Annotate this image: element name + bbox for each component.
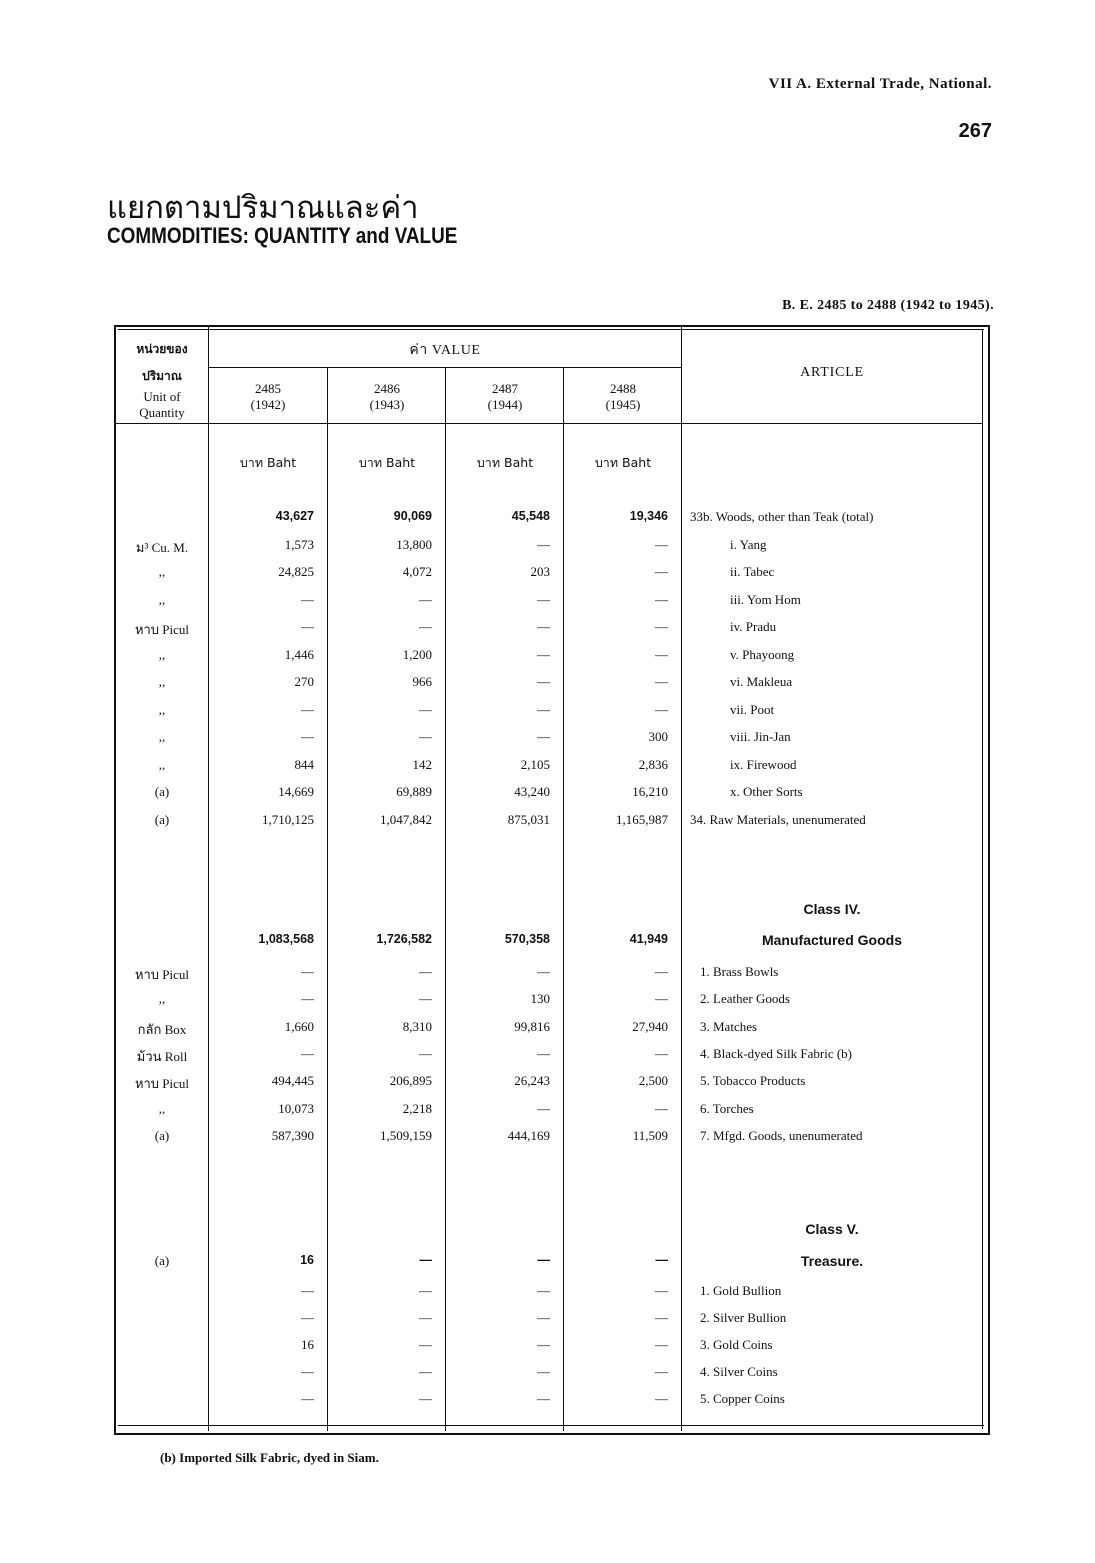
class-iv-heading: Class IV. bbox=[803, 901, 861, 917]
value-cell: — bbox=[301, 729, 314, 744]
value-cell: — bbox=[655, 1046, 668, 1061]
year-header-be: 2485 bbox=[255, 381, 281, 396]
value-cell: 2,105 bbox=[520, 757, 550, 772]
article-cell: 3. Gold Coins bbox=[700, 1337, 773, 1352]
value-cell: 19,346 bbox=[629, 509, 668, 523]
value-cell: 99,816 bbox=[514, 1019, 550, 1034]
value-cell: — bbox=[419, 1310, 432, 1325]
value-cell: — bbox=[537, 964, 550, 979]
unit-cell: ,, bbox=[158, 702, 166, 717]
article-cell: 2. Silver Bullion bbox=[700, 1310, 787, 1325]
value-cell: — bbox=[419, 619, 432, 634]
article-cell: i. Yang bbox=[730, 537, 767, 552]
value-cell: — bbox=[537, 647, 550, 662]
value-cell: — bbox=[301, 964, 314, 979]
value-cell: 26,243 bbox=[514, 1073, 550, 1088]
article-cell: 4. Silver Coins bbox=[700, 1364, 778, 1379]
value-cell: 41,949 bbox=[629, 932, 668, 946]
value-cell: 1,047,842 bbox=[380, 812, 432, 827]
header-bottom-rule bbox=[116, 423, 982, 424]
unit-header-en-2: Quantity bbox=[139, 405, 185, 420]
article-cell: 5. Tobacco Products bbox=[700, 1073, 806, 1088]
value-cell: 1,446 bbox=[284, 647, 314, 662]
value-cell: — bbox=[655, 619, 668, 634]
value-cell: 206,895 bbox=[389, 1073, 432, 1088]
value-cell: — bbox=[419, 1337, 432, 1352]
value-cell: — bbox=[537, 1283, 550, 1298]
value-cell: — bbox=[537, 537, 550, 552]
value-cell: 2,500 bbox=[638, 1073, 668, 1088]
value-cell: 1,710,125 bbox=[262, 812, 314, 827]
year-header-ce: (1942) bbox=[250, 397, 286, 412]
col-rule-unit bbox=[208, 327, 209, 1431]
value-cell: 16 bbox=[301, 1337, 314, 1352]
value-cell: 1,200 bbox=[402, 647, 432, 662]
value-cell: 270 bbox=[294, 674, 314, 689]
value-cell: 875,031 bbox=[507, 812, 550, 827]
value-cell: — bbox=[537, 1101, 550, 1116]
value-cell: — bbox=[537, 674, 550, 689]
unit-cell: กลัก Box bbox=[137, 1022, 187, 1037]
value-cell: — bbox=[655, 1101, 668, 1116]
unit-cell: ,, bbox=[158, 757, 166, 772]
value-cell: — bbox=[419, 729, 432, 744]
value-cell: 24,825 bbox=[278, 564, 314, 579]
value-cell: — bbox=[301, 1283, 314, 1298]
value-cell: — bbox=[655, 1337, 668, 1352]
article-cell: v. Phayoong bbox=[730, 647, 795, 662]
unit-header-thai-2: ปริมาณ bbox=[142, 369, 182, 383]
value-cell: 1,726,582 bbox=[376, 932, 432, 946]
value-cell: 27,940 bbox=[632, 1019, 668, 1034]
value-cell: — bbox=[537, 1046, 550, 1061]
article-cell: 34. Raw Materials, unenumerated bbox=[690, 812, 866, 827]
value-cell: 4,072 bbox=[402, 564, 432, 579]
footnote: (b) Imported Silk Fabric, dyed in Siam. bbox=[160, 1450, 379, 1465]
unit-cell: (a) bbox=[154, 812, 170, 827]
value-cell: 1,660 bbox=[284, 1019, 314, 1034]
value-cell: — bbox=[537, 1391, 550, 1406]
page-title-thai: แยกตามปริมาณและค่า bbox=[107, 190, 419, 226]
value-cell: — bbox=[655, 1391, 668, 1406]
value-cell: — bbox=[419, 1283, 432, 1298]
value-cell: — bbox=[419, 592, 432, 607]
value-cell: — bbox=[537, 702, 550, 717]
value-cell: — bbox=[419, 991, 432, 1006]
col-rule-1944 bbox=[563, 367, 564, 1431]
value-cell: 1,573 bbox=[284, 537, 314, 552]
currency-label: บาท Baht bbox=[239, 455, 297, 470]
value-cell: — bbox=[537, 1364, 550, 1379]
value-cell: 8,310 bbox=[402, 1019, 432, 1034]
value-cell: 16 bbox=[300, 1253, 314, 1267]
value-cell: 69,889 bbox=[396, 784, 432, 799]
value-cell: — bbox=[655, 674, 668, 689]
unit-cell: ม้วน Roll bbox=[136, 1049, 188, 1064]
article-cell: viii. Jin-Jan bbox=[730, 729, 791, 744]
year-header-ce: (1944) bbox=[487, 397, 523, 412]
article-cell: 5. Copper Coins bbox=[700, 1391, 785, 1406]
value-cell: — bbox=[655, 564, 668, 579]
value-cell: — bbox=[419, 964, 432, 979]
value-cell: 844 bbox=[294, 757, 314, 772]
value-cell: 43,627 bbox=[275, 509, 314, 523]
value-cell: 13,800 bbox=[396, 537, 432, 552]
value-cell: 494,445 bbox=[271, 1073, 314, 1088]
class-v-subheading: Treasure. bbox=[800, 1253, 864, 1269]
value-cell: — bbox=[537, 1337, 550, 1352]
unit-cell: ม³ Cu. M. bbox=[135, 540, 189, 555]
article-cell: ii. Tabec bbox=[730, 564, 775, 579]
year-header-ce: (1945) bbox=[605, 397, 641, 412]
running-head: VII A. External Trade, National. bbox=[768, 76, 992, 92]
commodities-table bbox=[114, 325, 990, 1435]
value-cell: — bbox=[301, 1364, 314, 1379]
year-header-be: 2487 bbox=[492, 381, 518, 396]
unit-header-thai-1: หน่วยของ bbox=[136, 342, 188, 356]
article-header: ARTICLE bbox=[800, 365, 864, 380]
unit-cell: ,, bbox=[158, 564, 166, 579]
article-cell: vi. Makleua bbox=[730, 674, 793, 689]
value-cell: — bbox=[655, 1364, 668, 1379]
class-iv-subheading: Manufactured Goods bbox=[761, 932, 902, 948]
value-cell: — bbox=[419, 702, 432, 717]
value-cell: — bbox=[301, 991, 314, 1006]
value-cell: 45,548 bbox=[511, 509, 550, 523]
value-header-rule bbox=[209, 367, 681, 368]
value-cell: — bbox=[537, 729, 550, 744]
value-cell: — bbox=[301, 1310, 314, 1325]
value-cell: 142 bbox=[412, 757, 432, 772]
value-cell: — bbox=[419, 1253, 432, 1267]
value-cell: — bbox=[655, 647, 668, 662]
currency-label: บาท Baht bbox=[358, 455, 416, 470]
year-header-ce: (1943) bbox=[369, 397, 405, 412]
page-number: 267 bbox=[958, 120, 992, 142]
table-inner-right-rule bbox=[982, 329, 983, 1429]
article-cell: vii. Poot bbox=[730, 702, 775, 717]
value-cell: — bbox=[537, 1310, 550, 1325]
value-cell: 130 bbox=[530, 991, 550, 1006]
article-cell: iii. Yom Hom bbox=[730, 592, 801, 607]
value-cell: — bbox=[655, 592, 668, 607]
page-title: COMMODITIES: QUANTITY and VALUE bbox=[107, 223, 458, 248]
value-cell: — bbox=[655, 964, 668, 979]
value-cell: — bbox=[301, 702, 314, 717]
unit-header-en-1: Unit of bbox=[143, 389, 181, 404]
value-cell: — bbox=[301, 592, 314, 607]
unit-cell: หาบ Picul bbox=[134, 967, 190, 982]
article-cell: 7. Mfgd. Goods, unenumerated bbox=[700, 1128, 863, 1143]
value-cell: 14,669 bbox=[278, 784, 314, 799]
value-cell: 1,165,987 bbox=[616, 812, 668, 827]
year-header-be: 2488 bbox=[610, 381, 636, 396]
value-cell: 587,390 bbox=[271, 1128, 314, 1143]
value-cell: — bbox=[301, 1391, 314, 1406]
value-cell: — bbox=[537, 592, 550, 607]
table-inner-top-rule bbox=[118, 329, 984, 330]
unit-cell: หาบ Picul bbox=[134, 622, 190, 637]
currency-label: บาท Baht bbox=[476, 455, 534, 470]
value-cell: — bbox=[655, 702, 668, 717]
value-cell: — bbox=[419, 1364, 432, 1379]
value-cell: 2,218 bbox=[402, 1101, 432, 1116]
value-cell: — bbox=[301, 1046, 314, 1061]
article-cell: 3. Matches bbox=[700, 1019, 758, 1034]
article-cell: 33b. Woods, other than Teak (total) bbox=[690, 509, 874, 524]
value-cell: 90,069 bbox=[393, 509, 432, 523]
currency-label: บาท Baht bbox=[594, 455, 652, 470]
value-cell: — bbox=[537, 1253, 550, 1267]
unit-cell: (a) bbox=[154, 1253, 170, 1268]
value-cell: — bbox=[301, 619, 314, 634]
value-cell: — bbox=[655, 1283, 668, 1298]
value-cell: 1,083,568 bbox=[258, 932, 314, 946]
unit-cell: ,, bbox=[158, 1101, 166, 1116]
article-cell: 4. Black-dyed Silk Fabric (b) bbox=[700, 1046, 852, 1061]
year-header-be: 2486 bbox=[374, 381, 400, 396]
col-rule-1943 bbox=[445, 367, 446, 1431]
article-cell: iv. Pradu bbox=[730, 619, 777, 634]
unit-cell: ,, bbox=[158, 674, 166, 689]
value-cell: 1,509,159 bbox=[380, 1128, 432, 1143]
value-cell: 43,240 bbox=[514, 784, 550, 799]
value-cell: — bbox=[537, 619, 550, 634]
value-cell: — bbox=[655, 537, 668, 552]
value-cell: — bbox=[655, 1253, 668, 1267]
period-label: B. E. 2485 to 2488 (1942 to 1945). bbox=[782, 298, 994, 313]
value-cell: — bbox=[419, 1391, 432, 1406]
value-cell: 570,358 bbox=[504, 932, 550, 946]
value-cell: 11,509 bbox=[632, 1128, 668, 1143]
value-cell: 203 bbox=[530, 564, 550, 579]
class-v-heading: Class V. bbox=[805, 1221, 859, 1237]
unit-cell: (a) bbox=[154, 1128, 170, 1143]
unit-cell: (a) bbox=[154, 784, 170, 799]
article-cell: 2. Leather Goods bbox=[700, 991, 790, 1006]
value-cell: 2,836 bbox=[638, 757, 668, 772]
value-cell: 16,210 bbox=[632, 784, 668, 799]
article-cell: 1. Gold Bullion bbox=[700, 1283, 782, 1298]
article-cell: 1. Brass Bowls bbox=[700, 964, 779, 979]
value-cell: 966 bbox=[412, 674, 432, 689]
value-cell: — bbox=[655, 1310, 668, 1325]
col-rule-1942 bbox=[327, 367, 328, 1431]
unit-cell: ,, bbox=[158, 729, 166, 744]
unit-cell: หาบ Picul bbox=[134, 1076, 190, 1091]
article-cell: ix. Firewood bbox=[730, 757, 797, 772]
article-cell: x. Other Sorts bbox=[730, 784, 803, 799]
value-cell: 10,073 bbox=[278, 1101, 314, 1116]
unit-cell: ,, bbox=[158, 991, 166, 1006]
unit-cell: ,, bbox=[158, 592, 166, 607]
table-inner-bottom-rule bbox=[118, 1425, 984, 1426]
value-header: ค่า VALUE bbox=[409, 343, 481, 358]
article-cell: 6. Torches bbox=[700, 1101, 754, 1116]
unit-cell: ,, bbox=[158, 647, 166, 662]
value-cell: — bbox=[419, 1046, 432, 1061]
value-cell: 300 bbox=[648, 729, 668, 744]
value-cell: — bbox=[655, 991, 668, 1006]
value-cell: 444,169 bbox=[507, 1128, 550, 1143]
